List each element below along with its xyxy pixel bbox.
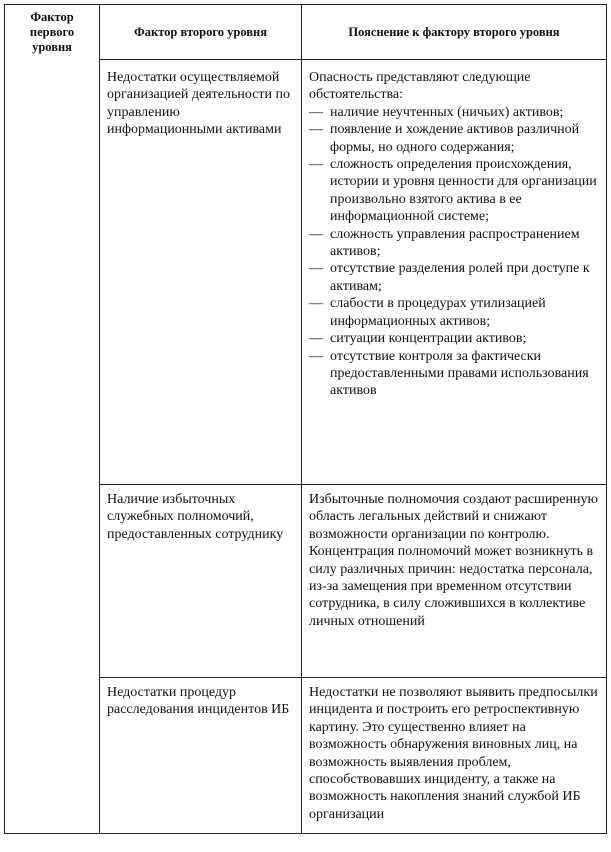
dash-bullet: — bbox=[309, 261, 323, 277]
list-item-text: отсутствие разделения ролей при доступе к активам; bbox=[330, 261, 590, 294]
dash-bullet: — bbox=[309, 331, 323, 347]
dash-bullet: — bbox=[309, 226, 323, 242]
list-item bbox=[309, 226, 600, 261]
list-item-text: сложность определения происхождения, истории и уровня ценности для организации произвольно взятого актива в ее информационной системе; bbox=[330, 157, 597, 225]
list-item bbox=[309, 330, 600, 347]
list-item-text: наличие неучтенных (ничьих) активов; bbox=[330, 104, 564, 120]
list-item bbox=[309, 295, 600, 330]
header-level2: Фактор второго уровня bbox=[100, 5, 302, 60]
list-item bbox=[309, 348, 600, 400]
list-item-text: сложность управления распространением активов; bbox=[330, 226, 580, 260]
dash-bullet: — bbox=[309, 157, 323, 173]
level2-factor-cell: Наличие избыточных служебных полномочий, предоставленных сотруднику bbox=[100, 485, 302, 678]
dash-bullet: — bbox=[309, 104, 323, 120]
table-header-row bbox=[5, 5, 607, 60]
dash-bullet: — bbox=[309, 296, 323, 312]
factors-table bbox=[4, 4, 607, 834]
header-level1: Фактор первого уровня bbox=[5, 5, 100, 60]
list-item bbox=[309, 104, 600, 121]
level2-factor-cell: Недостатки процедур расследования инцидентов ИБ bbox=[100, 678, 302, 834]
list-item bbox=[309, 156, 600, 226]
list-item bbox=[309, 121, 600, 156]
list-item-text: отсутствие контроля за фактически предоставленными правами использования активов bbox=[330, 348, 589, 399]
circumstances-list bbox=[309, 104, 600, 400]
document-page bbox=[4, 4, 606, 834]
header-explanation: Пояснение к фактору второго уровня bbox=[302, 5, 607, 60]
level1-factor-cell bbox=[5, 60, 100, 834]
table-row bbox=[5, 60, 607, 485]
list-item-text: появление и хождение активов различной формы, но одного содержания; bbox=[330, 122, 580, 155]
list-item-text: слабости в процедурах утилизацией информационных активов; bbox=[330, 296, 546, 329]
explanation-intro: Опасность представляют следующие обстоятельства: bbox=[309, 70, 531, 103]
explanation-cell bbox=[302, 60, 607, 485]
level2-factor-cell: Недостатки осуществляемой организацией деятельности по управлению информационными активами bbox=[100, 60, 302, 485]
dash-bullet: — bbox=[309, 122, 323, 138]
explanation-cell: Недостатки не позволяют выявить предпосылки инцидента и построить его ретроспективную картину. Это существенно влияет на возможность обнаружения виновных лиц, на возможность выявления проблем, способствовавших инциденту, а также на возможность накопления знаний службой ИБ организации bbox=[302, 678, 607, 834]
list-item bbox=[309, 260, 600, 295]
dash-bullet: — bbox=[309, 348, 323, 364]
list-item-text: ситуации концентрации активов; bbox=[330, 331, 527, 347]
explanation-cell: Избыточные полномочия создают расширенную область легальных действий и снижают возможности организации по контролю. Концентрация полномочий может возникнуть в силу различных причин: недостатка персонала, из-за замещения при временном отсутствии сотрудника, в силу сложившихся в коллективе личных отношений bbox=[302, 485, 607, 678]
